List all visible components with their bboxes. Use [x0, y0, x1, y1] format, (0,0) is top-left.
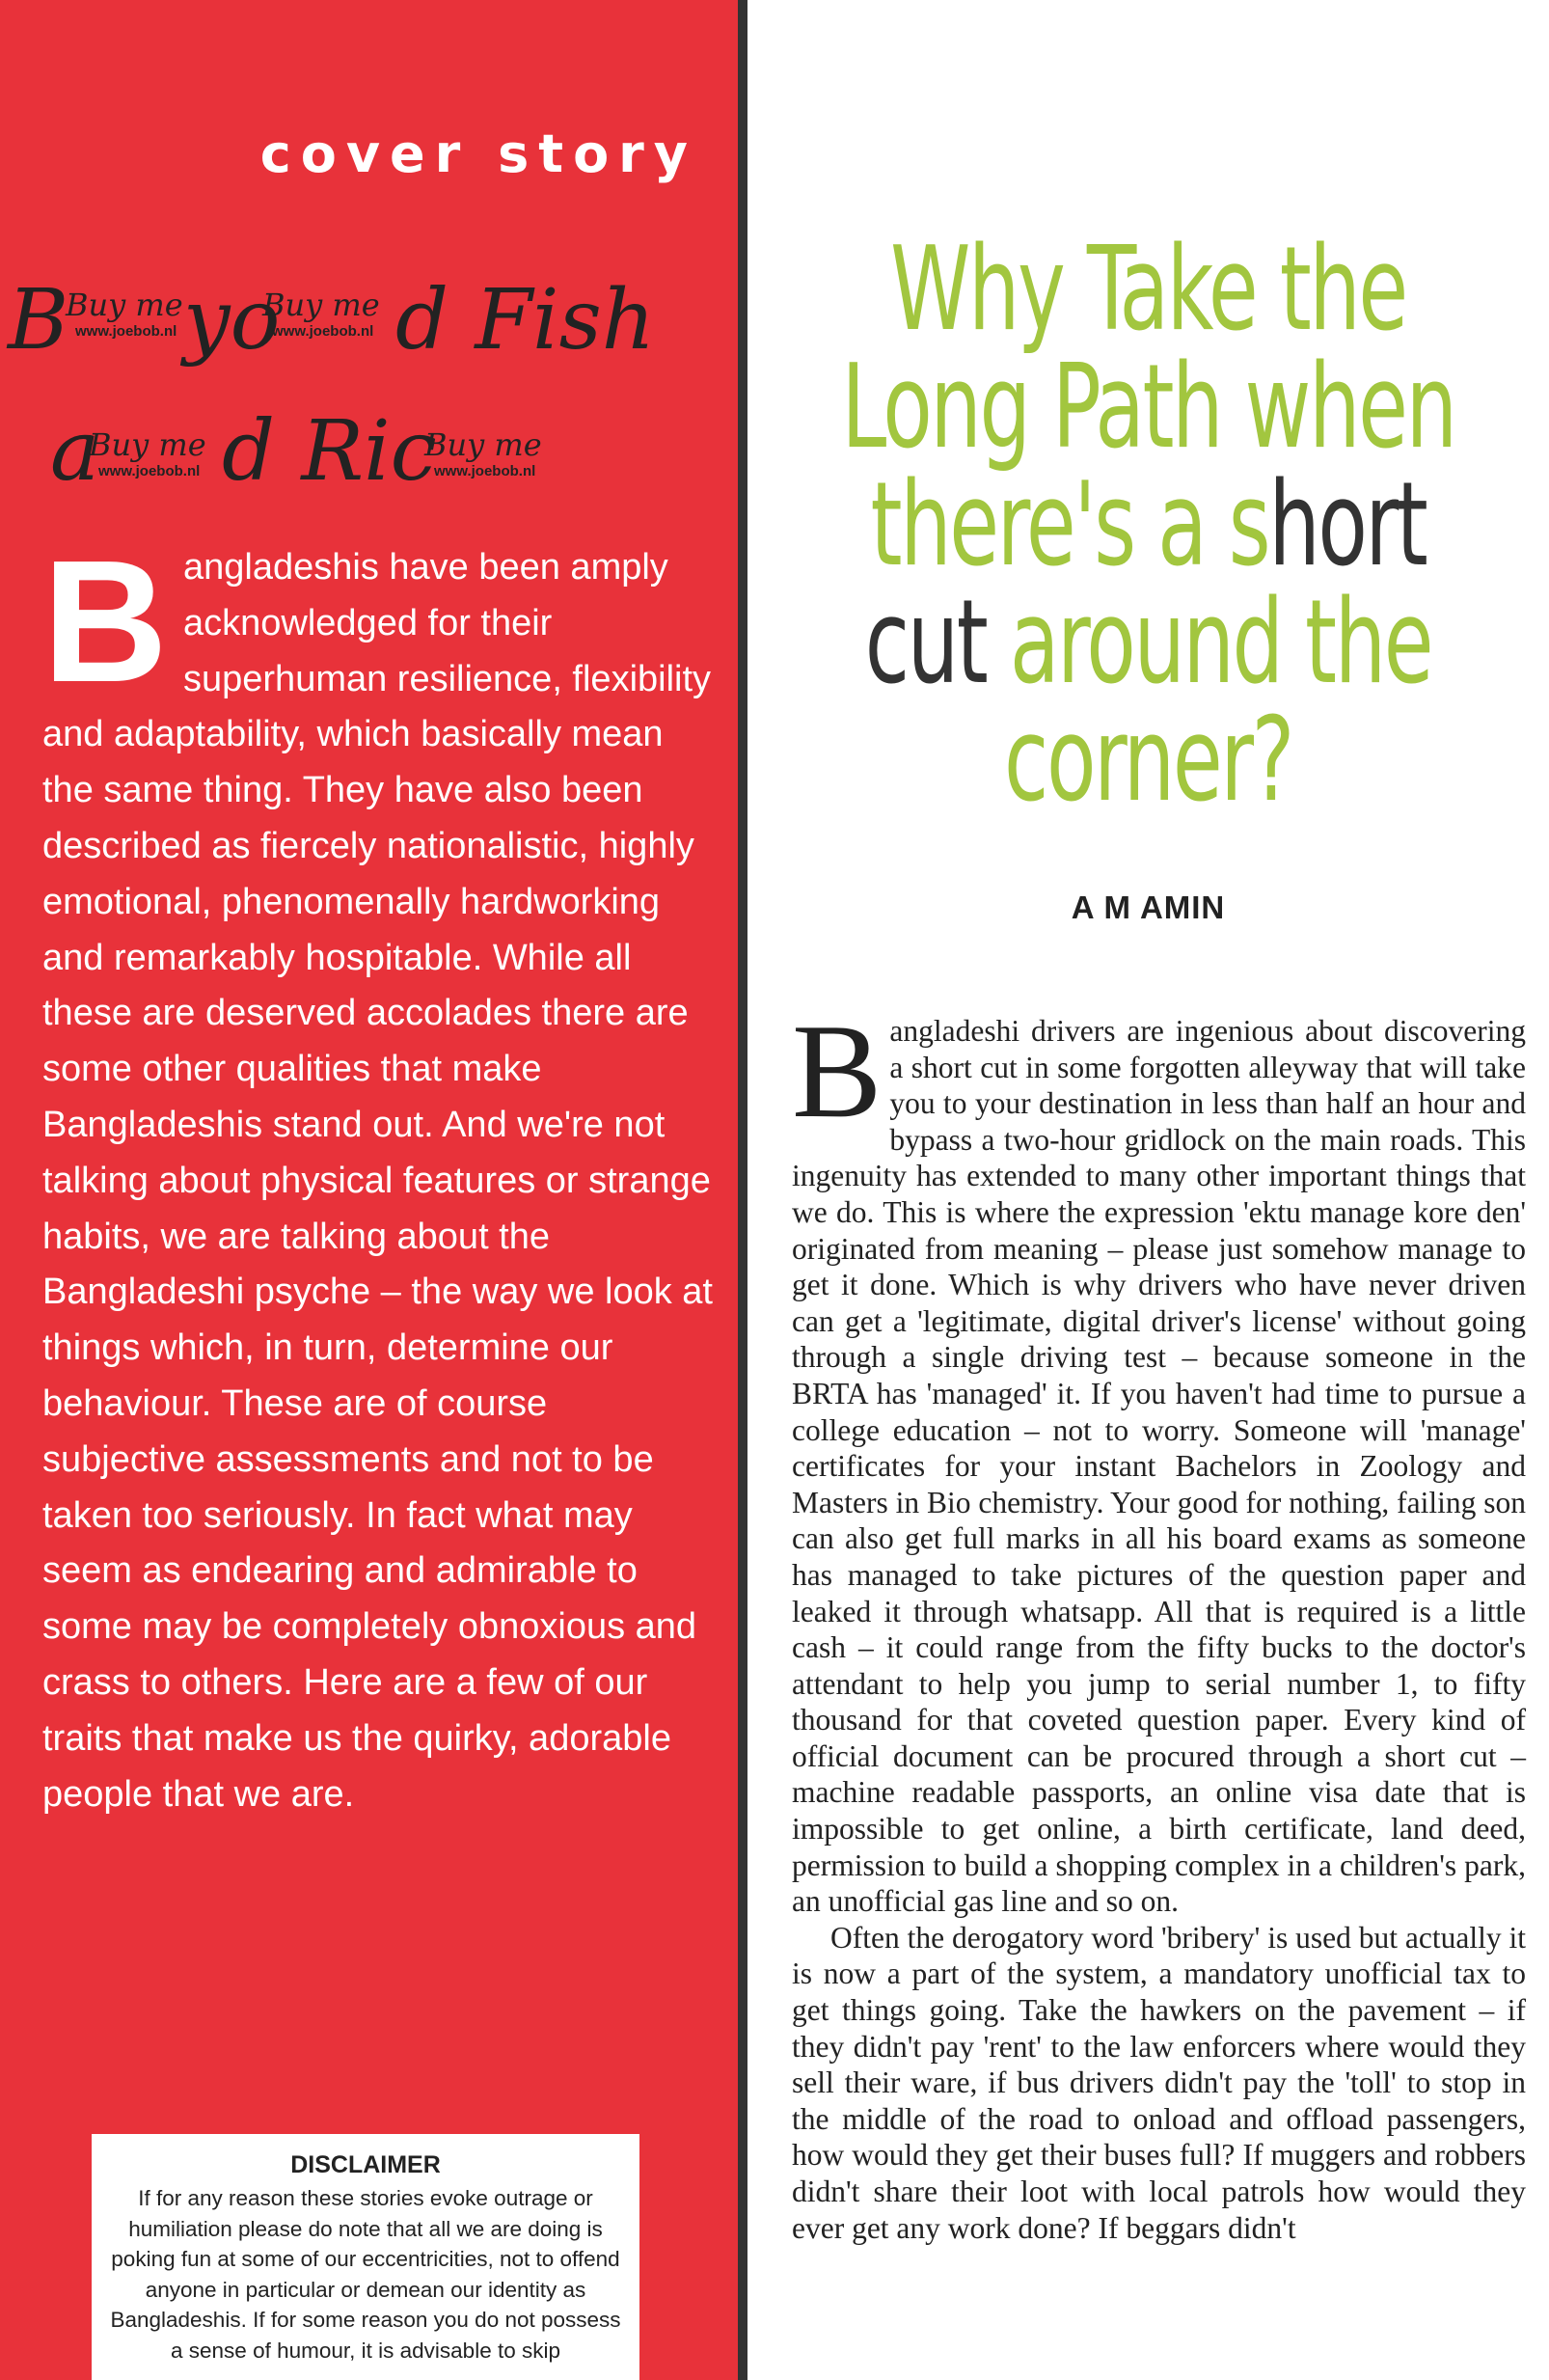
- headline-line3-green: there's a s: [870, 458, 1269, 592]
- headline-line4-dark: cut: [864, 576, 987, 710]
- watermark-stamp: Buy me www.joebob.nl: [89, 426, 206, 479]
- script-title-line1-b: yo: [183, 272, 281, 369]
- headline-line4-green: around the: [986, 576, 1432, 710]
- headline-line1: Why Take the: [890, 223, 1406, 357]
- article-drop-cap: B: [792, 997, 883, 1146]
- section-kicker: cover story: [259, 123, 697, 184]
- headline-line5: corner?: [1004, 694, 1292, 828]
- disclaimer-heading: DISCLAIMER: [290, 2151, 441, 2178]
- article-headline: [835, 223, 1460, 828]
- script-title-line1-a: B: [8, 272, 69, 369]
- watermark-stamp: Buy me www.joebob.nl: [424, 426, 542, 479]
- left-panel: [0, 0, 738, 2380]
- article-paragraph: Bangladeshi drivers are ingenious about discovering a short cut in some forgotten alleyway that will take you to your destination in less than half an hour and bypass a two-hour gridlock on the main roads. This ingenuity has extended to many other important things that we do. This is where the expression 'ektu manage kore den' originated from meaning – please just somehow manage to get it done. Which is why drivers who have never driven can get a 'legitimate, digital driver's license' without going through a single driving test – because someone in the BRTA has 'managed' it. If you haven't had time to pursue a college education – not to worry. Someone will 'manage' certificates for your instant Bachelors in Zoology and Masters in Bio chemistry. Your good for nothing, failing son can also get full marks in all his board exams as someone has managed to take pictures of the question paper and leaked it through whatsapp. All that is required is a little cash – it could range from the fifty bucks to the doctor's attendant to help you jump to serial number 1, to fifty thousand for that coveted question paper. Every kind of official document can be procured through a short cut – machine readable passports, an online visa date that is impossible to get online, a birth certificate, land deed, permission to build a shopping complex in a children's park, an unofficial gas line and so on.: [792, 997, 1526, 1919]
- intro-paragraph: [42, 525, 718, 1822]
- watermark-stamp: Buy me www.joebob.nl: [262, 287, 380, 340]
- disclaimer-text: If for any reason these stories evoke outrage or humiliation please do note that all we are doing is poking fun at some of our eccentricities, not to offend anyone in particular or demean our identity as Bangladeshis. If for some reason you do not possess a sense of humour, it is advisable to skip: [110, 2186, 621, 2363]
- column-divider: [738, 0, 747, 2380]
- script-title-line2-b: d Ric: [222, 403, 437, 500]
- byline: A M AMIN: [1071, 889, 1226, 925]
- intro-drop-cap: B: [42, 525, 168, 719]
- right-panel: [747, 0, 1549, 2380]
- article-paragraph: Often the derogatory word 'bribery' is used but actually it is now a part of the system, a mandatory unofficial tax to get things going. Take the hawkers on the pavement – if they didn't pay 'rent' to the law enforcers where would they sell their ware, if bus drivers didn't pay the 'toll' to stop in the middle of the road to onload and offload passengers, how would they get their buses full? If muggers and robbers didn't share their loot with local patrols how would they ever get any work done? If beggars didn't: [792, 1920, 1526, 2245]
- headline-line3-dark: hort: [1268, 458, 1427, 592]
- intro-text: angladeshis have been amply acknowledged for their superhuman resilience, flexibility and adaptability, which basically mean the same thing. They have also been described as fiercely nationalistic, highly emotional, phenomenally hardworking and remarkably hospitable. While all these are deserved accolades there are some other qualities that make Bangladeshis stand out. And we're not talking about physical features or strange habits, we are talking about the Bangladeshi psyche – the way we look at things which, in turn, determine our behaviour. These are of course subjective assessments and not to be taken too seriously. In fact what may seem as endearing and admirable to some may be completely obnoxious and crass to others. Here are a few of our traits that make us the quirky, adorable people that we are.: [42, 547, 713, 1815]
- script-title-line1-c: d Fish: [395, 272, 656, 369]
- script-title-line2-a: a: [50, 403, 100, 500]
- disclaimer-box: [92, 2134, 639, 2380]
- article-body: [792, 997, 1526, 2246]
- headline-line2: Long Path when: [841, 341, 1455, 475]
- watermark-stamp: Buy me www.joebob.nl: [66, 287, 183, 340]
